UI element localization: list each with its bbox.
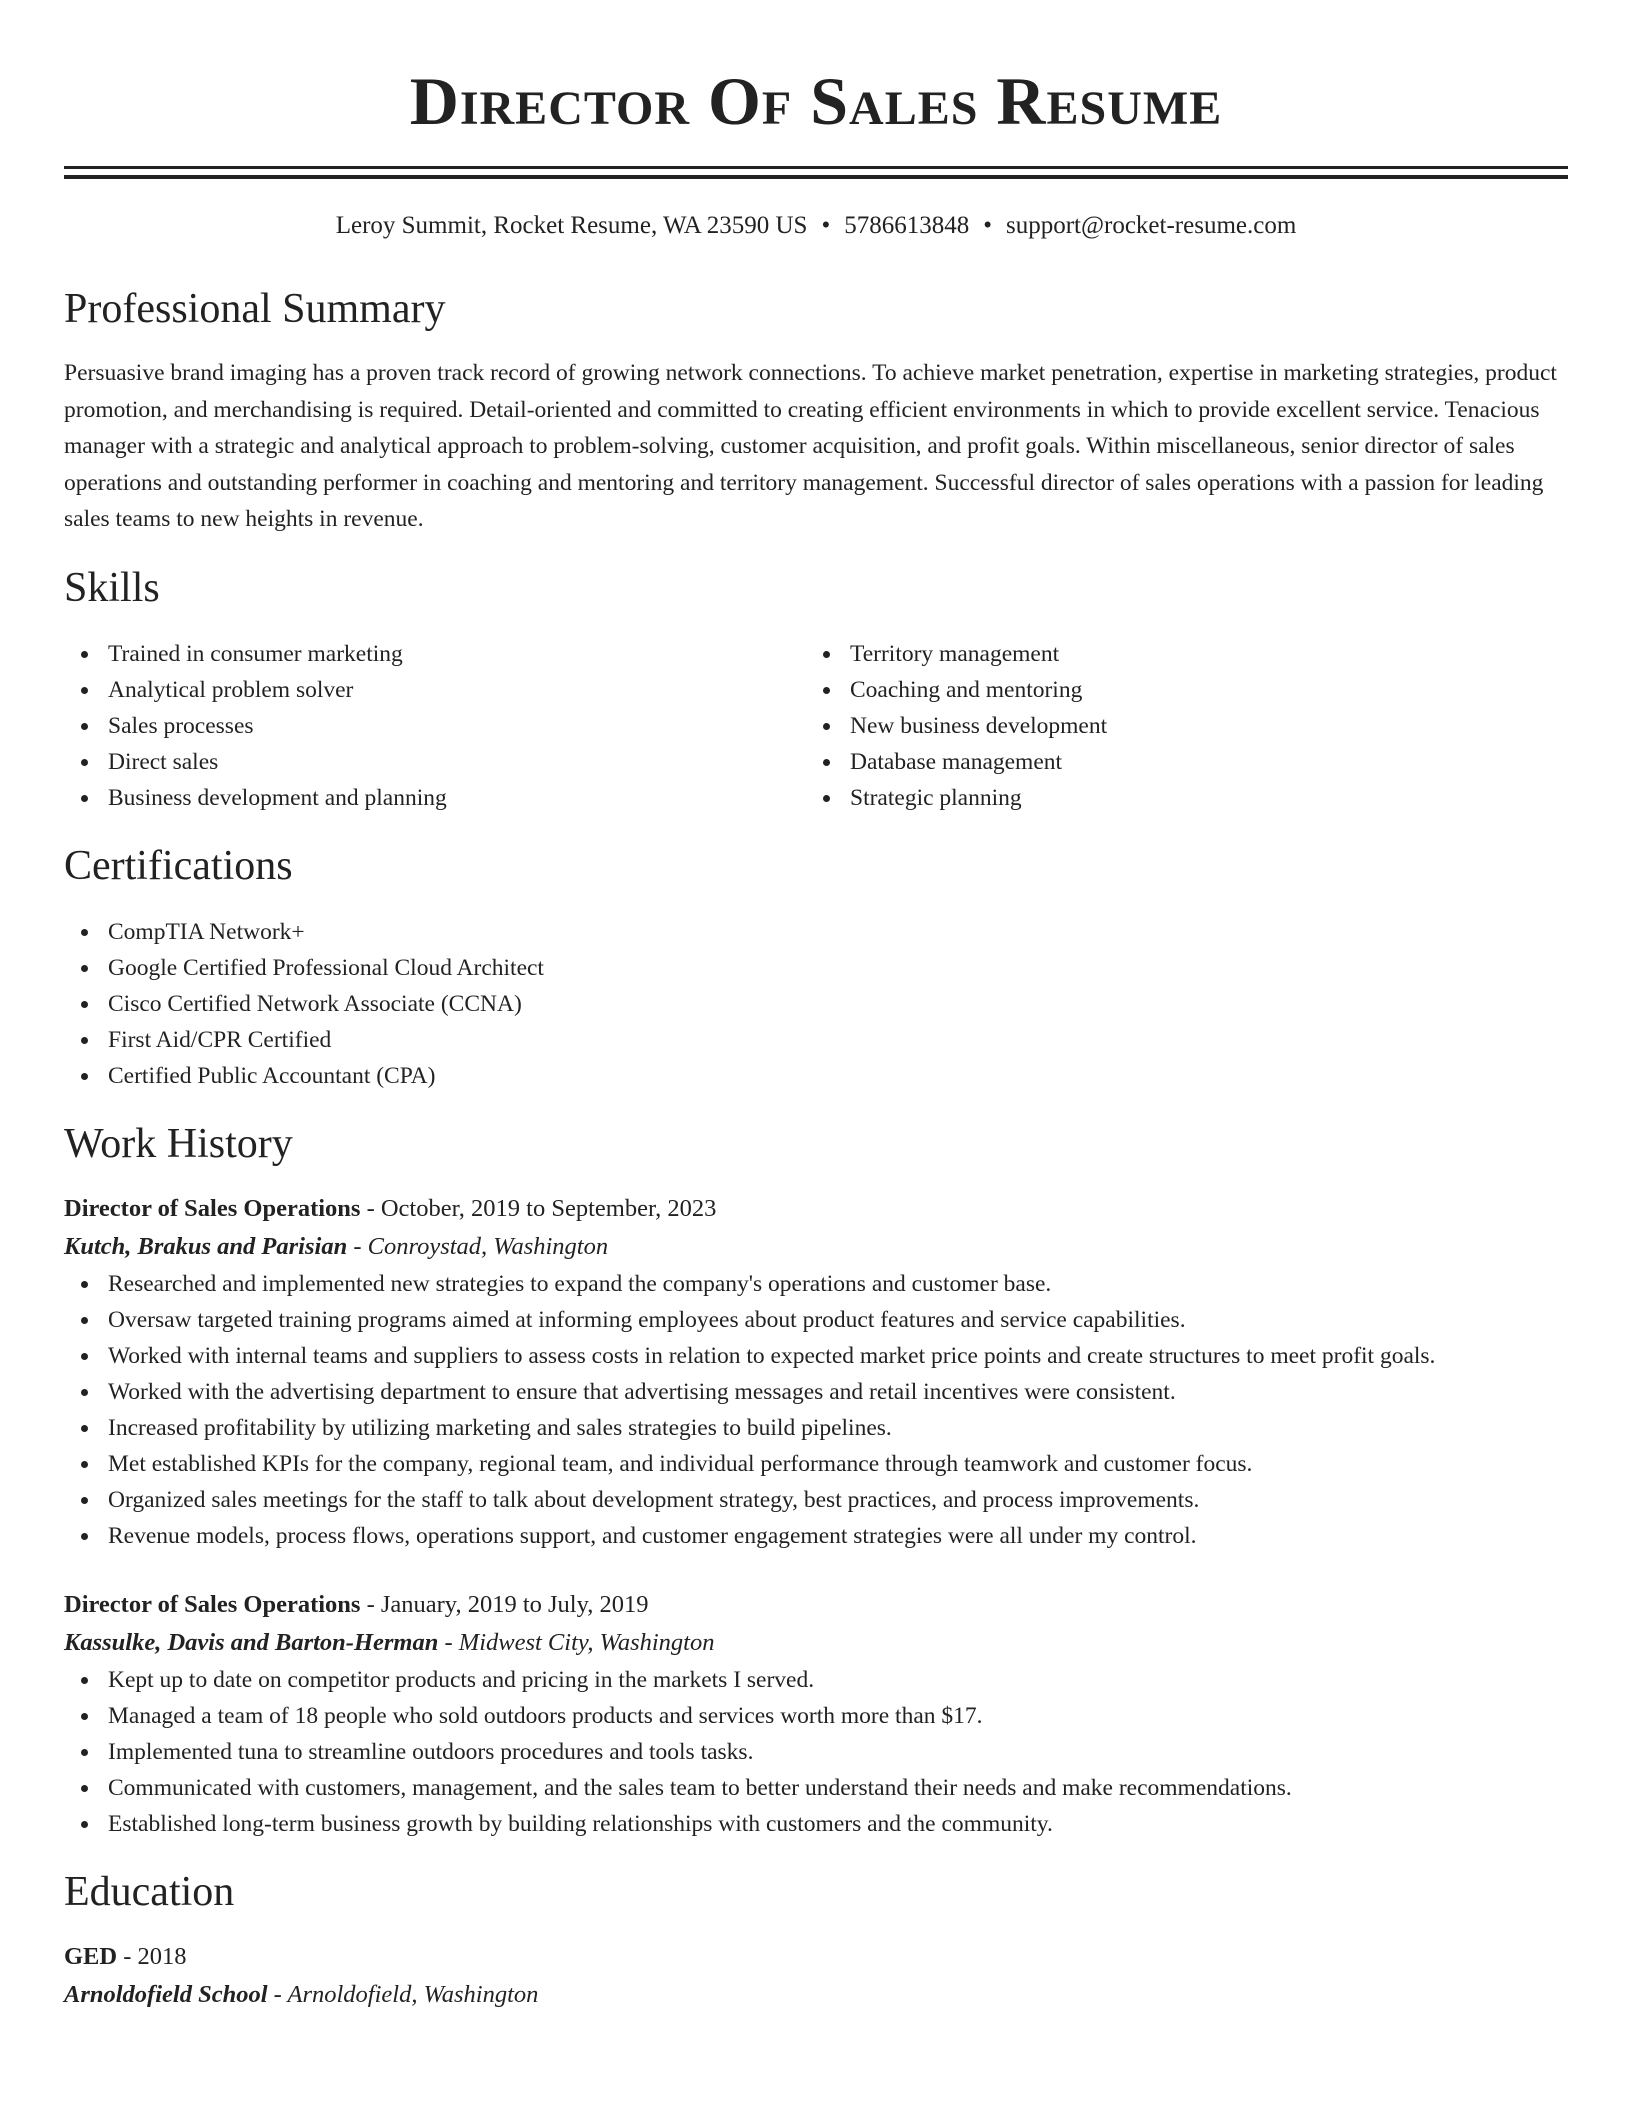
skill-item: Trained in consumer marketing	[64, 636, 806, 672]
skills-column-right	[806, 636, 1548, 816]
job-duties-list	[64, 1662, 1568, 1842]
education-school-line	[64, 1976, 1568, 2014]
job-duty-item: Kept up to date on competitor products and pricing in the markets I served.	[64, 1662, 1568, 1698]
contact-separator: •	[821, 212, 831, 239]
skill-item: Coaching and mentoring	[806, 672, 1548, 708]
job-duty-item: Increased profitability by utilizing marketing and sales strategies to build pipelines.	[64, 1410, 1568, 1446]
job-header	[64, 1586, 1568, 1624]
job-location: - Midwest City, Washington	[438, 1628, 715, 1656]
title-divider-bottom	[64, 175, 1568, 179]
certifications-heading: Certifications	[64, 842, 293, 889]
job-employer	[64, 1228, 1568, 1266]
contact-phone: 5786613848	[844, 212, 970, 239]
job-duties-list	[64, 1266, 1568, 1554]
certification-item: Cisco Certified Network Associate (CCNA)	[64, 986, 1568, 1022]
certification-item: Certified Public Accountant (CPA)	[64, 1058, 1568, 1094]
skill-item: Territory management	[806, 636, 1548, 672]
skill-item: Analytical problem solver	[64, 672, 806, 708]
job-duty-item: Met established KPIs for the company, regional team, and individual performance through teamwork and customer focus.	[64, 1446, 1568, 1482]
certifications-list	[64, 914, 1568, 1094]
skills-list-right	[806, 636, 1548, 816]
skill-item: Strategic planning	[806, 780, 1548, 816]
job-duty-item: Revenue models, process flows, operations support, and customer engagement strategies were all under my control.	[64, 1518, 1568, 1554]
resume-title: Director Of Sales Resume	[409, 63, 1223, 139]
job-duty-item: Researched and implemented new strategies to expand the company's operations and customer base.	[64, 1266, 1568, 1302]
job-employer	[64, 1624, 1568, 1662]
skills-grid	[64, 636, 1568, 816]
job-duty-item: Worked with the advertising department to ensure that advertising messages and retail incentives were consistent.	[64, 1374, 1568, 1410]
certification-item: CompTIA Network+	[64, 914, 1568, 950]
education-heading: Education	[64, 1868, 235, 1915]
job-title: Director of Sales Operations	[64, 1590, 361, 1618]
work-history-heading: Work History	[64, 1120, 293, 1167]
education-location: - Arnoldofield, Washington	[267, 1980, 539, 2008]
job-duty-item: Implemented tuna to streamline outdoors procedures and tools tasks.	[64, 1734, 1568, 1770]
skill-item: New business development	[806, 708, 1548, 744]
job-location: - Conroystad, Washington	[347, 1232, 609, 1260]
skill-item: Direct sales	[64, 744, 806, 780]
job-duty-item: Established long-term business growth by building relationships with customers and the community.	[64, 1806, 1568, 1842]
job-header	[64, 1190, 1568, 1228]
skill-item: Business development and planning	[64, 780, 806, 816]
title-divider-top	[64, 166, 1568, 169]
job-company: Kutch, Brakus and Parisian	[64, 1232, 348, 1260]
skills-list-left	[64, 636, 806, 816]
summary-text: Persuasive brand imaging has a proven track record of growing network connections. To achieve market penetration, expertise in marketing strategies, product promotion, and merchandising is required. Detail-oriented and committed to creating efficient environments in which to provide excellent service. Tenacious manager with a strategic and analytical approach to problem-solving, customer acquisition, and profit goals. Within miscellaneous, senior director of sales operations and outstanding performer in coaching and mentoring and territory management. Successful director of sales operations with a passion for leading sales teams to new heights in revenue.	[64, 360, 1557, 532]
certification-item: First Aid/CPR Certified	[64, 1022, 1568, 1058]
job-entry	[64, 1586, 1568, 1842]
job-duty-item: Managed a team of 18 people who sold outdoors products and services worth more than $17.	[64, 1698, 1568, 1734]
job-company: Kassulke, Davis and Barton-Herman	[64, 1628, 439, 1656]
job-dates: - October, 2019 to September, 2023	[360, 1194, 717, 1222]
contact-separator: •	[983, 212, 992, 239]
job-entry	[64, 1190, 1568, 1554]
contact-line	[64, 209, 1568, 243]
education-degree: GED	[64, 1942, 118, 1970]
job-duty-item: Worked with internal teams and suppliers to assess costs in relation to expected market price points and create structures to meet profit goals.	[64, 1338, 1568, 1374]
skills-column-left	[64, 636, 806, 816]
job-title: Director of Sales Operations	[64, 1194, 361, 1222]
job-duty-item: Organized sales meetings for the staff to talk about development strategy, best practices, and process improvements.	[64, 1482, 1568, 1518]
job-duty-item: Oversaw targeted training programs aimed at informing employees about product features and service capabilities.	[64, 1302, 1568, 1338]
certification-item: Google Certified Professional Cloud Architect	[64, 950, 1568, 986]
education-entry	[64, 1938, 1568, 2014]
education-school: Arnoldofield School	[64, 1980, 268, 2008]
skill-item: Database management	[806, 744, 1548, 780]
summary-heading: Professional Summary	[64, 286, 446, 332]
skill-item: Sales processes	[64, 708, 806, 744]
contact-email: support@rocket-resume.com	[1005, 212, 1297, 239]
job-duty-item: Communicated with customers, management, and the sales team to better understand their needs and make recommendations.	[64, 1770, 1568, 1806]
education-year: - 2018	[117, 1942, 187, 1970]
job-dates: - January, 2019 to July, 2019	[360, 1590, 649, 1618]
skills-heading: Skills	[64, 564, 160, 611]
education-degree-line	[64, 1938, 1568, 1976]
contact-address: Leroy Summit, Rocket Resume, WA 23590 US	[335, 212, 808, 239]
